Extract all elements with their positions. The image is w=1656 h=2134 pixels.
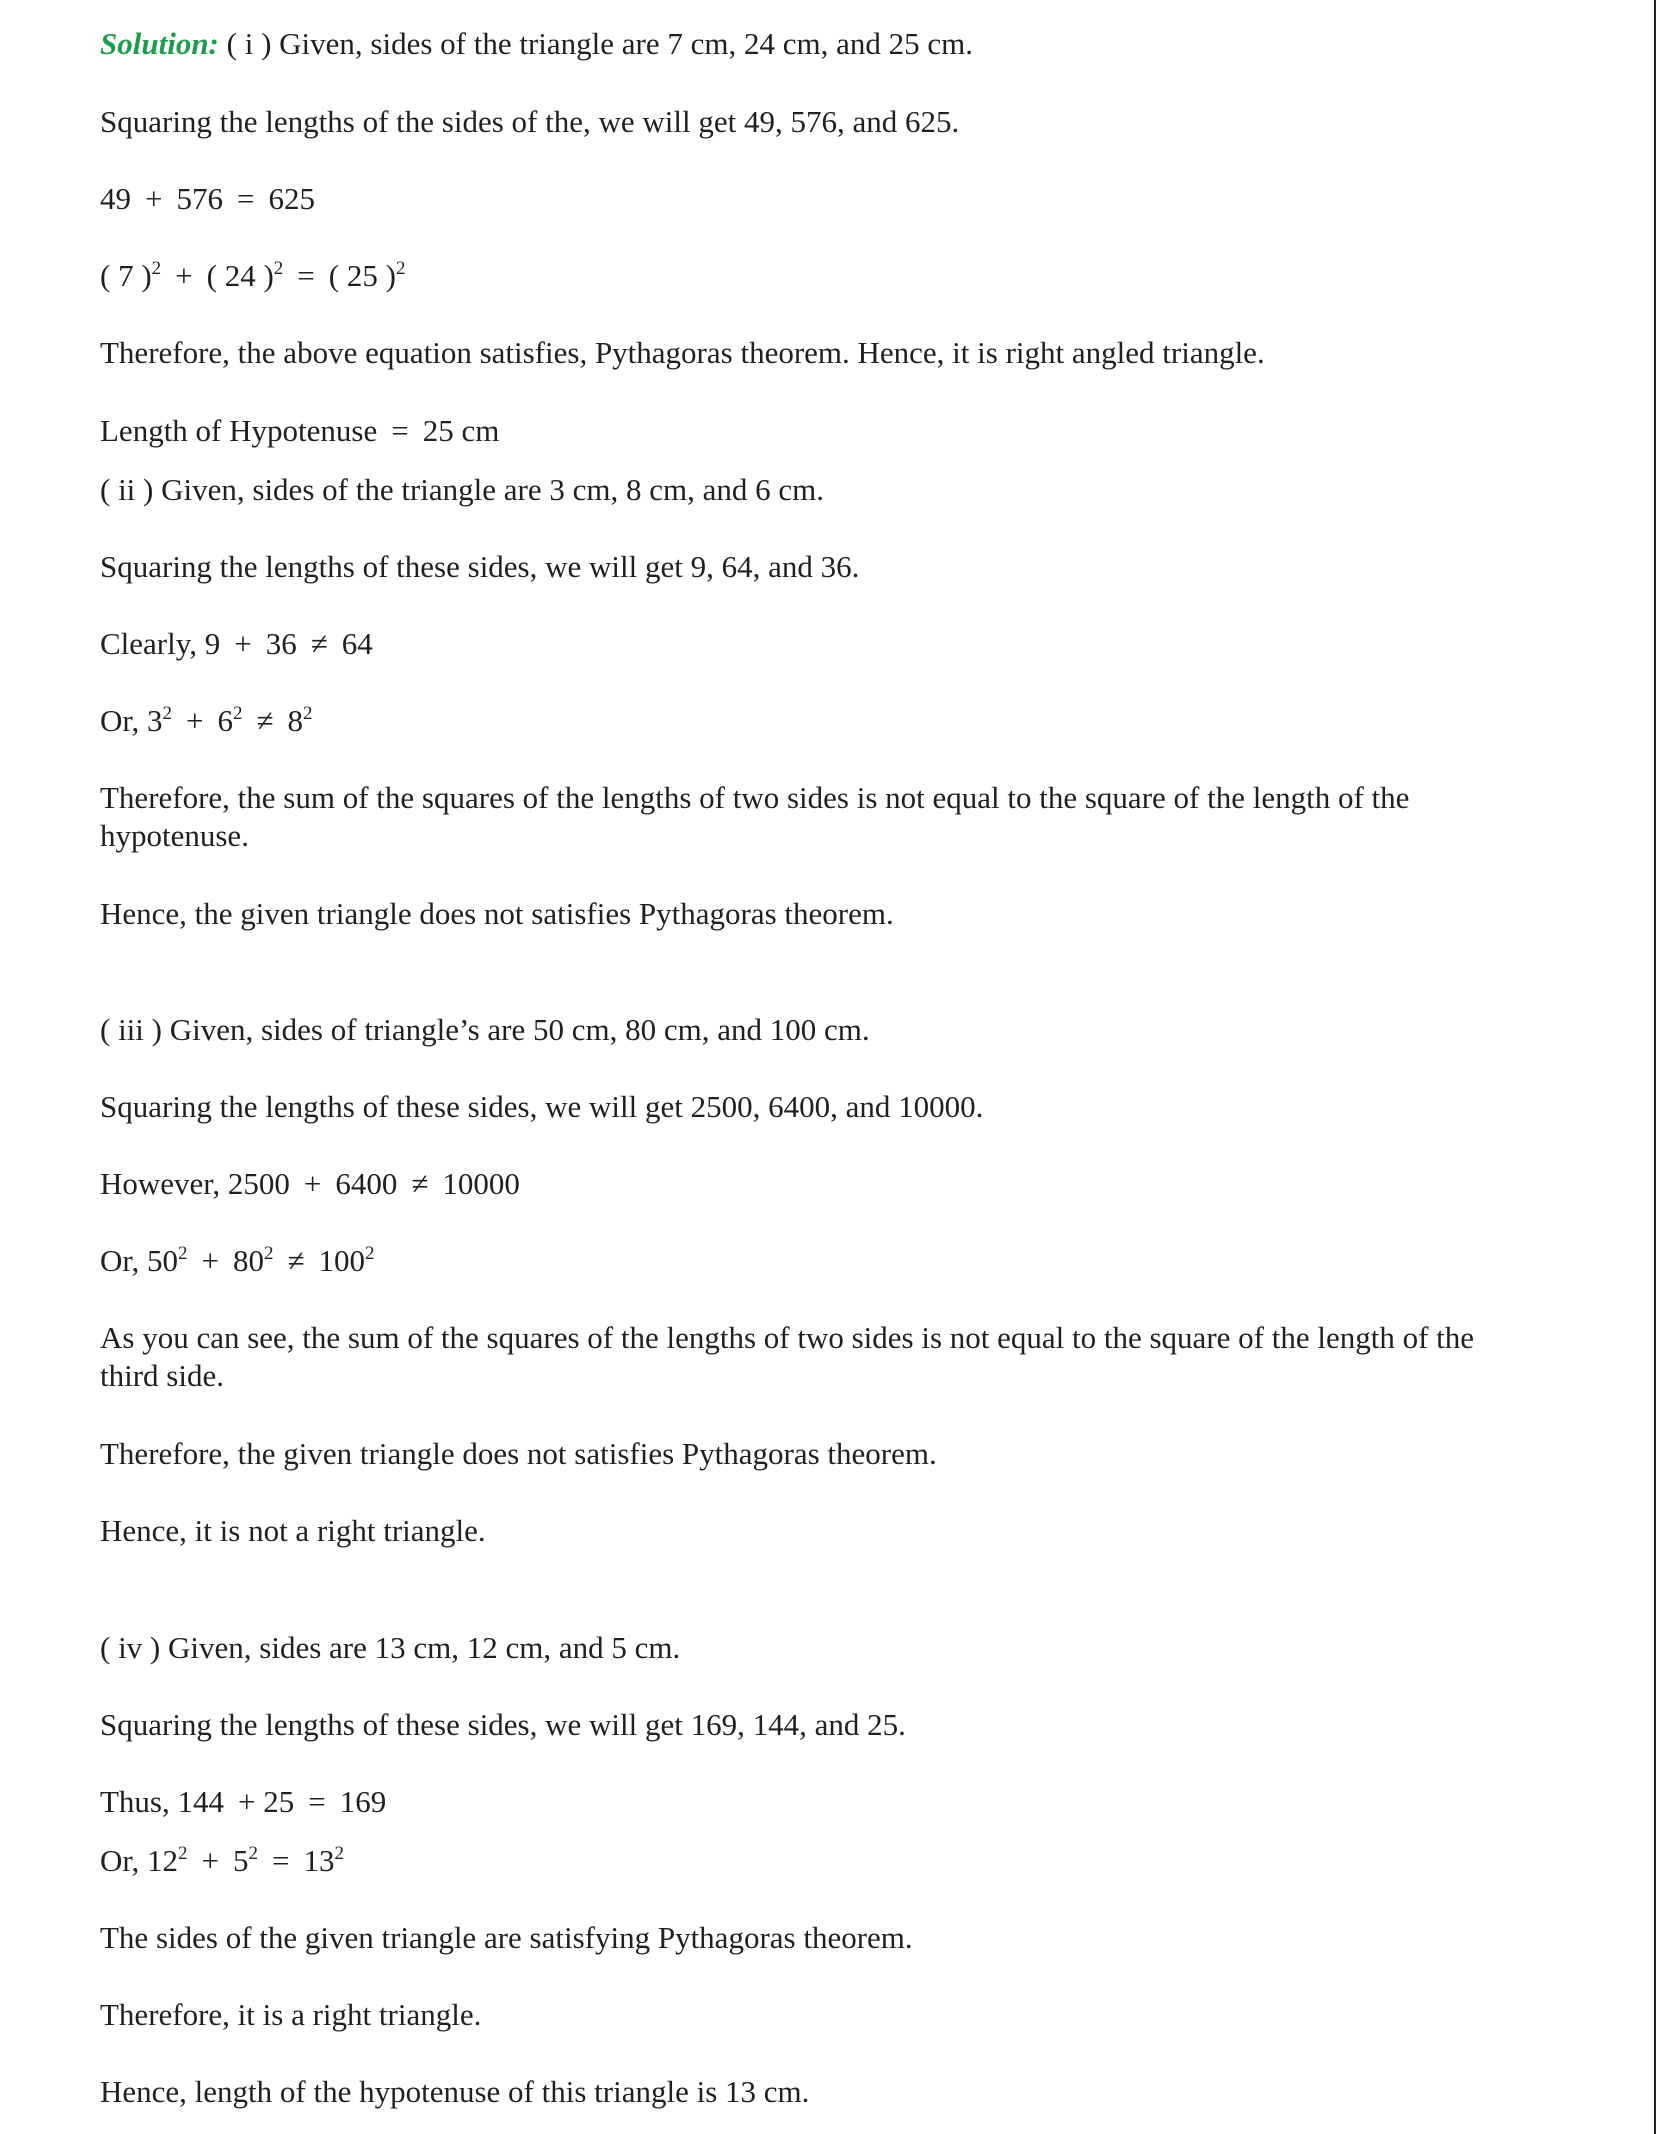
- part2-power-equation: Or, $3^2 + 6^2 \ne 8^2$: [100, 703, 313, 738]
- part1-intro: ( i ) Given, sides of the triangle are 7 cm, 24 cm, and 25 cm.: [218, 26, 974, 61]
- solution-label: Solution:: [100, 26, 219, 61]
- part1-intro-line: [100, 25, 1540, 63]
- part1-hyp-label: Length of Hypotenuse: [100, 413, 378, 448]
- part2-b: 36: [265, 626, 297, 661]
- part1-hypotenuse: Length of Hypotenuse = 25 cm: [100, 413, 500, 448]
- part1-sum-c: 625: [268, 181, 315, 216]
- part4-or: Or, 12: [100, 1843, 178, 1878]
- part1-power-equation: ( 7 )$^2$ + ( 24 )$^2$ = ( 25 )$^2$: [100, 258, 406, 293]
- part2-squares: Squaring the lengths of these sides, we will get 9, 64, and 36.: [100, 549, 860, 584]
- part2-hence: Hence, the given triangle does not satisfies Pythagoras theorem.: [100, 896, 894, 931]
- part2-conclusion: Therefore, the sum of the squares of the lengths of two sides is not equal to the square of the length of the hypotenuse.: [100, 780, 1418, 853]
- part1-squares: Squaring the lengths of the sides of the, we will get 49, 576, and 625.: [100, 104, 960, 139]
- part1-pow-b: 24: [224, 258, 256, 293]
- part3-pow-b: 80: [232, 1243, 264, 1278]
- part2-intro: ( ii ) Given, sides of the triangle are 3 cm, 8 cm, and 6 cm.: [100, 472, 824, 507]
- part2-pow-c: 8: [287, 703, 303, 738]
- part4-pow-c: 13: [303, 1843, 335, 1878]
- part2-or: Or, 3: [100, 703, 163, 738]
- part2-clearly-equation: Clearly, 9 + 36 ≠ 64: [100, 626, 373, 661]
- part4-therefore: Therefore, it is a right triangle.: [100, 1997, 482, 2032]
- part3-pow-c: 100: [318, 1243, 365, 1278]
- part3-power-equation: Or, $50^2 + 80^2 \ne 100^2$: [100, 1243, 375, 1278]
- part4-c: 169: [339, 1784, 387, 1819]
- part3-squares: Squaring the lengths of these sides, we will get 2500, 6400, and 10000.: [100, 1089, 984, 1124]
- part2-pow-b: 6: [217, 703, 233, 738]
- part3-hence: Hence, it is not a right triangle.: [100, 1513, 486, 1548]
- part4-b: + 25: [238, 1784, 295, 1819]
- part3-however-equation: However, 2500 + 6400 ≠ 10000: [100, 1166, 520, 1201]
- part4-thus-equation: Thus, 144 + 25 = 169: [100, 1784, 387, 1819]
- part1-pow-c: 25: [346, 258, 378, 293]
- part4-hence: Hence, length of the hypotenuse of this triangle is 13 cm.: [100, 2074, 810, 2109]
- part3-c: 10000: [442, 1166, 520, 1201]
- part3-therefore: Therefore, the given triangle does not satisfies Pythagoras theorem.: [100, 1436, 937, 1471]
- part1-conclusion: Therefore, the above equation satisfies, Pythagoras theorem. Hence, it is right angled triangle.: [100, 335, 1265, 370]
- part3-intro: ( iii ) Given, sides of triangle’s are 50 cm, 80 cm, and 100 cm.: [100, 1012, 870, 1047]
- part4-intro: ( iv ) Given, sides are 13 cm, 12 cm, and 5 cm.: [100, 1630, 681, 1665]
- part3-however: However, 2500: [100, 1166, 290, 1201]
- part3-or: Or, 50: [100, 1243, 178, 1278]
- part4-squares: Squaring the lengths of these sides, we will get 169, 144, and 25.: [100, 1707, 906, 1742]
- part1-hyp-value: 25 cm: [422, 413, 500, 448]
- part4-satisfying: The sides of the given triangle are satisfying Pythagoras theorem.: [100, 1920, 913, 1955]
- part4-power-equation: Or, $12^2 + 5^2 = 13^2$: [100, 1843, 344, 1878]
- part1-pow-a: 7: [118, 258, 134, 293]
- part4-thus: Thus, 144: [100, 1784, 224, 1819]
- part4-pow-b: 5: [232, 1843, 249, 1878]
- part1-sum-b: 576: [176, 181, 223, 216]
- part2-clearly: Clearly, 9: [100, 626, 221, 661]
- part3-conclusion: As you can see, the sum of the squares of the lengths of two sides is not equal to the square of the length of the third side.: [100, 1320, 1482, 1393]
- part2-c: 64: [341, 626, 373, 661]
- part1-sum-a: 49: [100, 181, 131, 216]
- part1-sum-equation: 49 + 576 = 625: [100, 181, 315, 216]
- part3-b: 6400: [335, 1166, 398, 1201]
